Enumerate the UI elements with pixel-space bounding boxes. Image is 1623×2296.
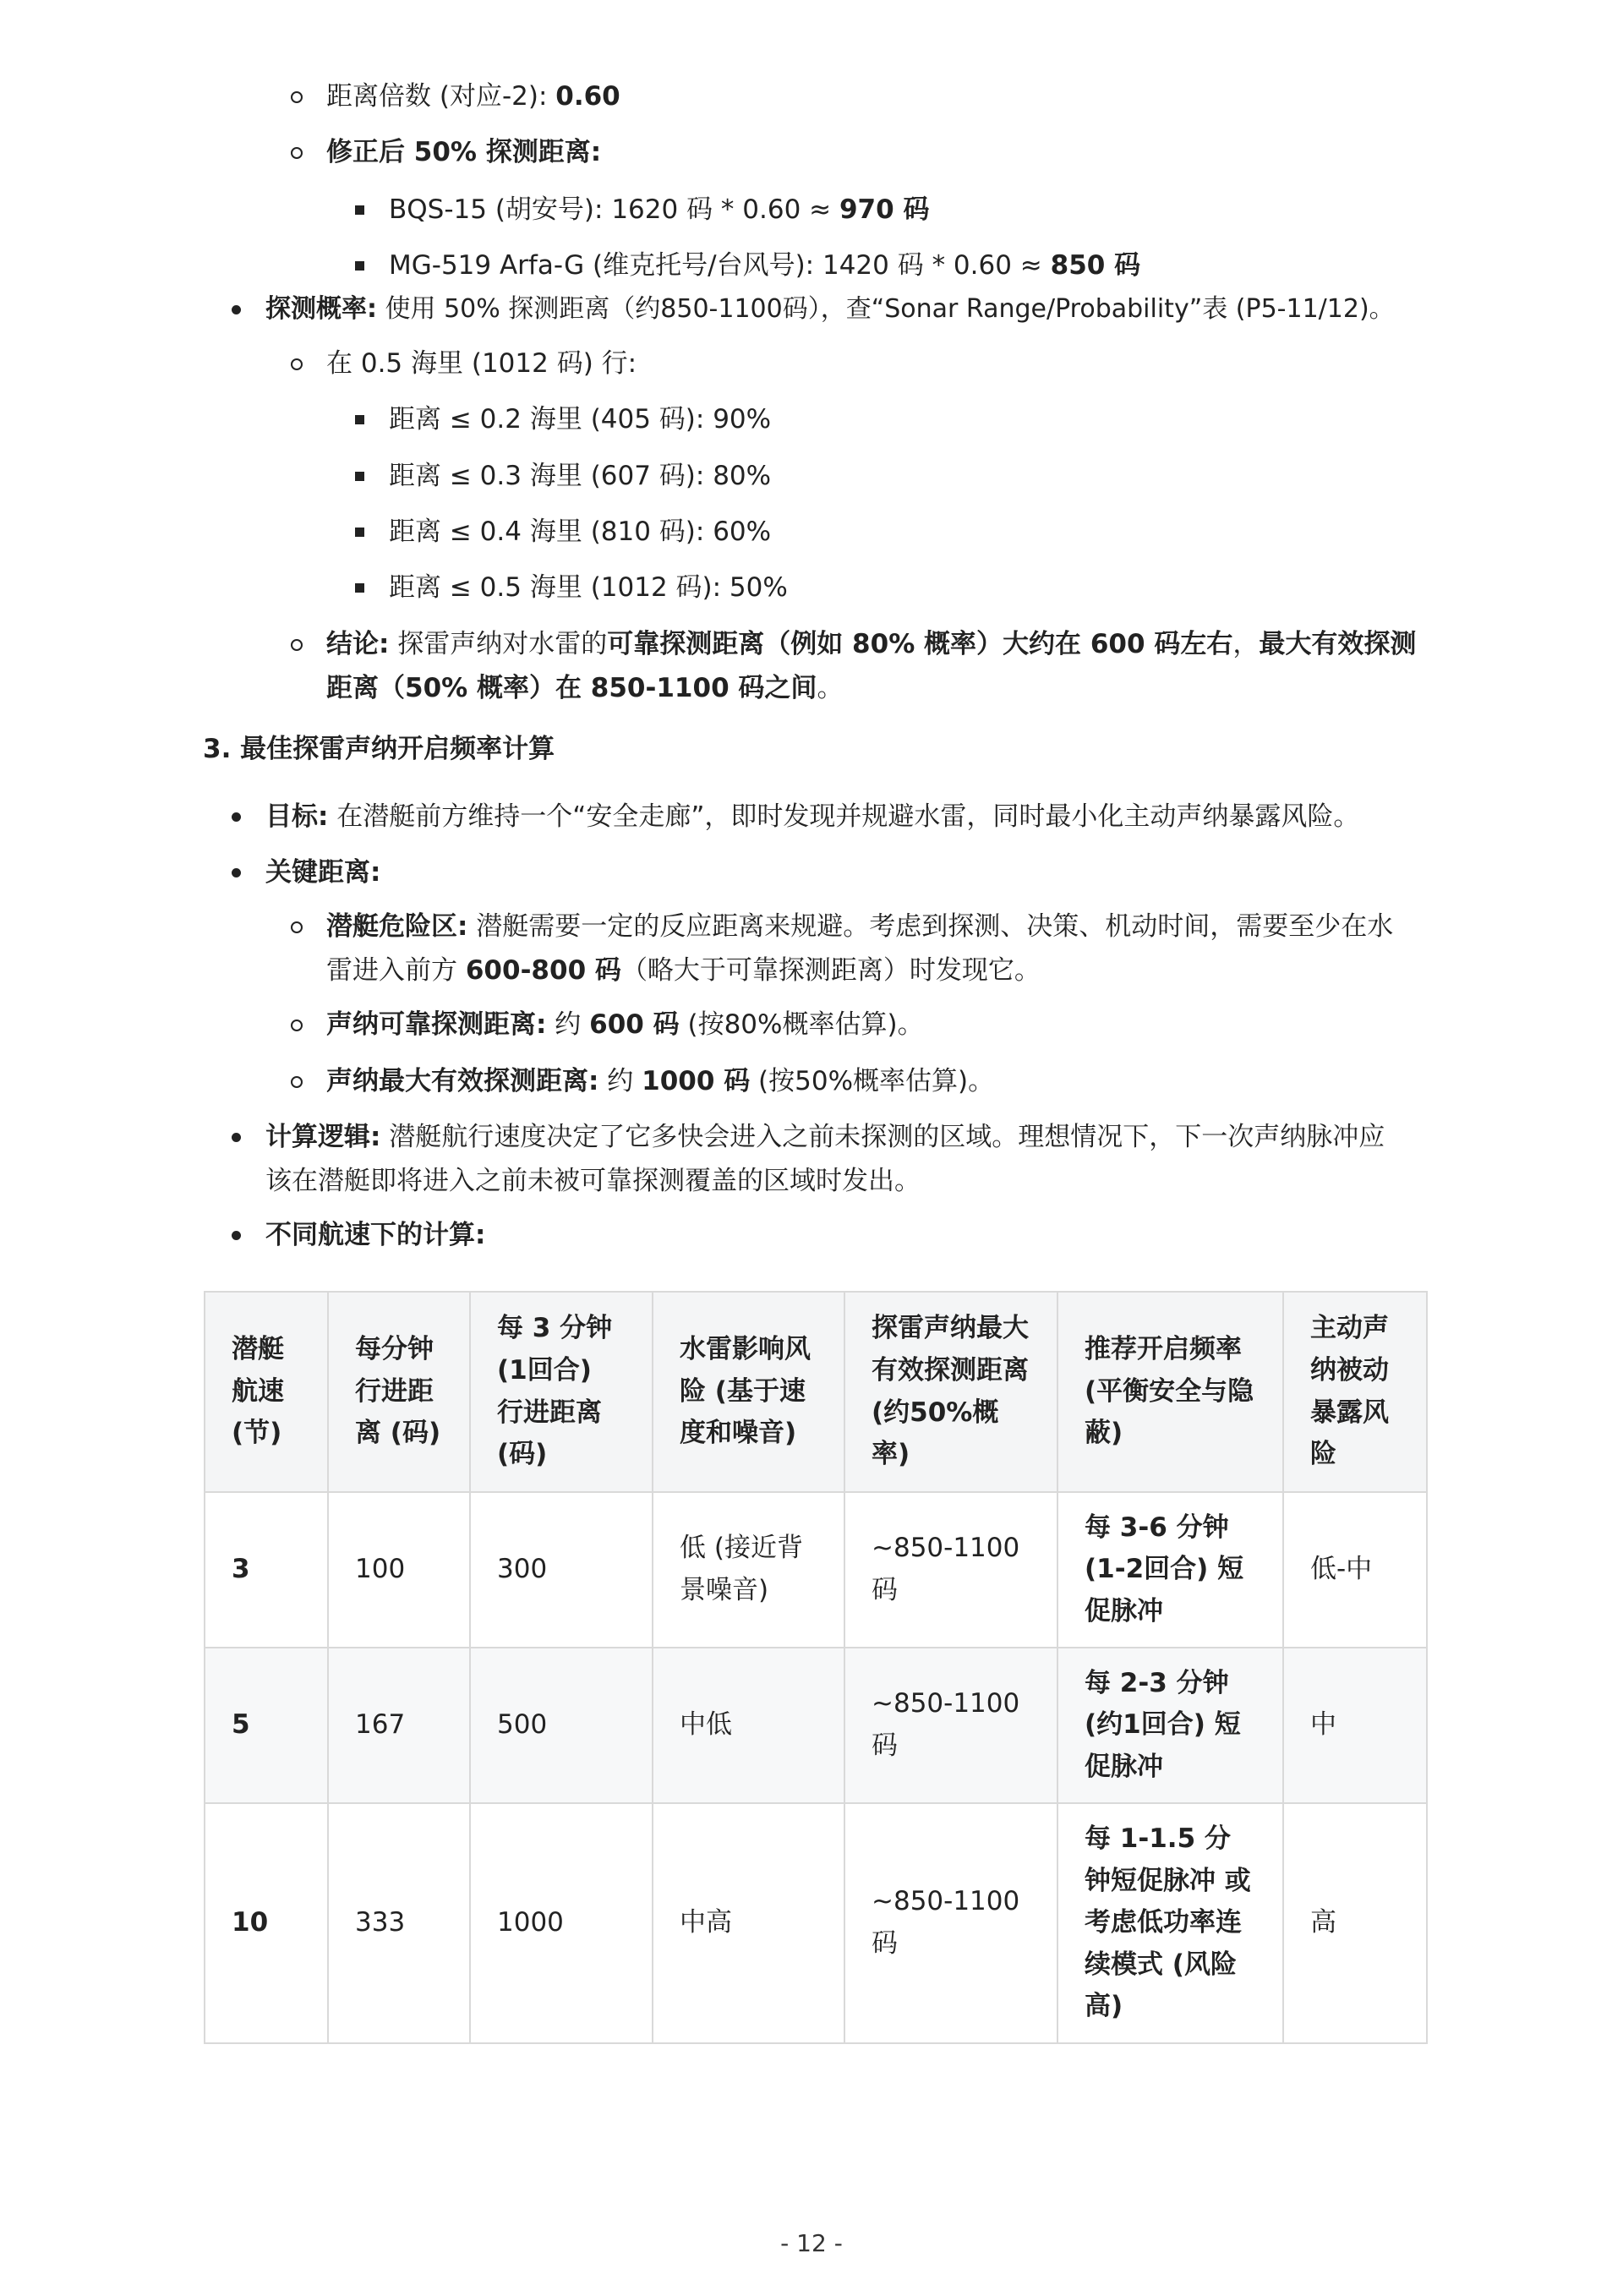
danger-zone-line-1: 潜艇危险区: 潜艇需要一定的反应距离来规避。考虑到探测、决策、机动时间，需要至少在水	[326, 911, 1394, 942]
bullet-circle-icon	[291, 91, 303, 103]
bullet-square-icon	[355, 261, 364, 271]
list-item: 修正后 50% 探测距离:	[326, 137, 602, 167]
list-item: MG-519 Arfa-G (维克托号/台风号): 1420 码 * 0.60 ≈ 850 码	[389, 250, 1141, 281]
table-header-cell: 推荐开启频率 (平衡安全与隐蔽)	[1057, 1292, 1283, 1492]
table-header-cell: 探雷声纳最大有效探测距离 (约50%概率)	[844, 1292, 1057, 1492]
list-item: 不同航速下的计算:	[265, 1220, 486, 1250]
bullet-circle-icon	[291, 1020, 303, 1031]
table-cell: 167	[328, 1648, 470, 1803]
table-cell: 300	[470, 1492, 653, 1648]
conclusion-line-2: 距离（50% 概率）在 850-1100 码之间。	[326, 673, 844, 703]
table-cell: 每 2-3 分钟 (约1回合) 短促脉冲	[1057, 1648, 1283, 1803]
list-item: 目标: 在潜艇前方维持一个“安全走廊”，即时发现并规避水雷，同时最小化主动声纳暴露风险。	[265, 801, 1360, 832]
table-cell: ~850-1100 码	[844, 1648, 1057, 1803]
section-heading: 3. 最佳探雷声纳开启频率计算	[203, 734, 555, 764]
table-cell: ~850-1100 码	[844, 1492, 1057, 1648]
table-row	[205, 1648, 1427, 1803]
bullet-circle-icon	[291, 1076, 303, 1088]
table-header-cell: 每分钟行进距离 (码)	[328, 1292, 470, 1492]
bullet-disc-icon	[232, 305, 241, 314]
list-item: 声纳可靠探测距离: 约 600 码 (按80%概率估算)。	[326, 1009, 924, 1040]
table-cell: 中	[1283, 1648, 1427, 1803]
table-cell: 1000	[470, 1803, 653, 2043]
bullet-circle-icon	[291, 358, 303, 370]
table-header-cell: 潜艇航速 (节)	[205, 1292, 328, 1492]
bullet-square-icon	[355, 583, 364, 593]
list-item: 距离倍数 (对应-2): 0.60	[326, 81, 620, 112]
table-header-cell: 每 3 分钟 (1回合) 行进距离 (码)	[470, 1292, 653, 1492]
bullet-square-icon	[355, 528, 364, 537]
bullet-disc-icon	[232, 868, 241, 877]
list-item: 距离 ≤ 0.5 海里 (1012 码): 50%	[389, 572, 788, 603]
table-cell: 中低	[653, 1648, 844, 1803]
speed-table	[204, 1291, 1428, 2044]
bullet-circle-icon	[291, 921, 303, 933]
table-cell: 每 1-1.5 分钟短促脉冲 或考虑低功率连续模式 (风险高)	[1057, 1803, 1283, 2043]
list-item: 声纳最大有效探测距离: 约 1000 码 (按50%概率估算)。	[326, 1066, 995, 1096]
table-cell: 低-中	[1283, 1492, 1427, 1648]
table-cell: 中高	[653, 1803, 844, 2043]
bullet-disc-icon	[232, 812, 241, 822]
table-cell: ~850-1100 码	[844, 1803, 1057, 2043]
table-cell: 100	[328, 1492, 470, 1648]
table-cell: 每 3-6 分钟 (1-2回合) 短促脉冲	[1057, 1492, 1283, 1648]
table-cell: 333	[328, 1803, 470, 2043]
list-item: 距离 ≤ 0.4 海里 (810 码): 60%	[389, 517, 772, 547]
table-header-cell: 主动声纳被动暴露风险	[1283, 1292, 1427, 1492]
table-row	[205, 1492, 1427, 1648]
table-cell: 5	[205, 1648, 328, 1803]
table-cell: 3	[205, 1492, 328, 1648]
table-cell: 低 (接近背景噪音)	[653, 1492, 844, 1648]
logic-line-1: 计算逻辑: 潜艇航行速度决定了它多快会进入之前未探测的区域。理想情况下，下一次声纳脉冲应	[265, 1122, 1385, 1152]
table-row	[205, 1803, 1427, 2043]
list-item: 关键距离:	[265, 857, 381, 888]
bullet-square-icon	[355, 415, 364, 424]
list-item: 距离 ≤ 0.3 海里 (607 码): 80%	[389, 461, 772, 491]
bullet-disc-icon	[232, 1231, 241, 1240]
list-item: 在 0.5 海里 (1012 码) 行:	[326, 348, 637, 379]
danger-zone-line-2: 雷进入前方 600-800 码（略大于可靠探测距离）时发现它。	[326, 955, 1041, 986]
table-cell: 高	[1283, 1803, 1427, 2043]
conclusion-line-1: 结论: 探雷声纳对水雷的可靠探测距离（例如 80% 概率）大约在 600 码左右，最大有效探测	[326, 629, 1417, 659]
list-item: 距离 ≤ 0.2 海里 (405 码): 90%	[389, 404, 772, 435]
table-cell: 10	[205, 1803, 328, 2043]
page-number: - 12 -	[780, 2229, 843, 2257]
bullet-square-icon	[355, 472, 364, 481]
list-item: 探测概率: 使用 50% 探测距离（约850-1100码），查“Sonar Range/Probability”表 (P5-11/12)。	[265, 294, 1395, 324]
bullet-square-icon	[355, 205, 364, 215]
bullet-disc-icon	[232, 1133, 241, 1142]
bullet-circle-icon	[291, 147, 303, 159]
list-item: BQS-15 (胡安号): 1620 码 * 0.60 ≈ 970 码	[389, 194, 930, 225]
table-cell: 500	[470, 1648, 653, 1803]
table-header-row	[205, 1292, 1427, 1492]
logic-line-2: 该在潜艇即将进入之前未被可靠探测覆盖的区域时发出。	[265, 1166, 921, 1196]
table-header-cell: 水雷影响风险 (基于速度和噪音)	[653, 1292, 844, 1492]
bullet-circle-icon	[291, 639, 303, 651]
